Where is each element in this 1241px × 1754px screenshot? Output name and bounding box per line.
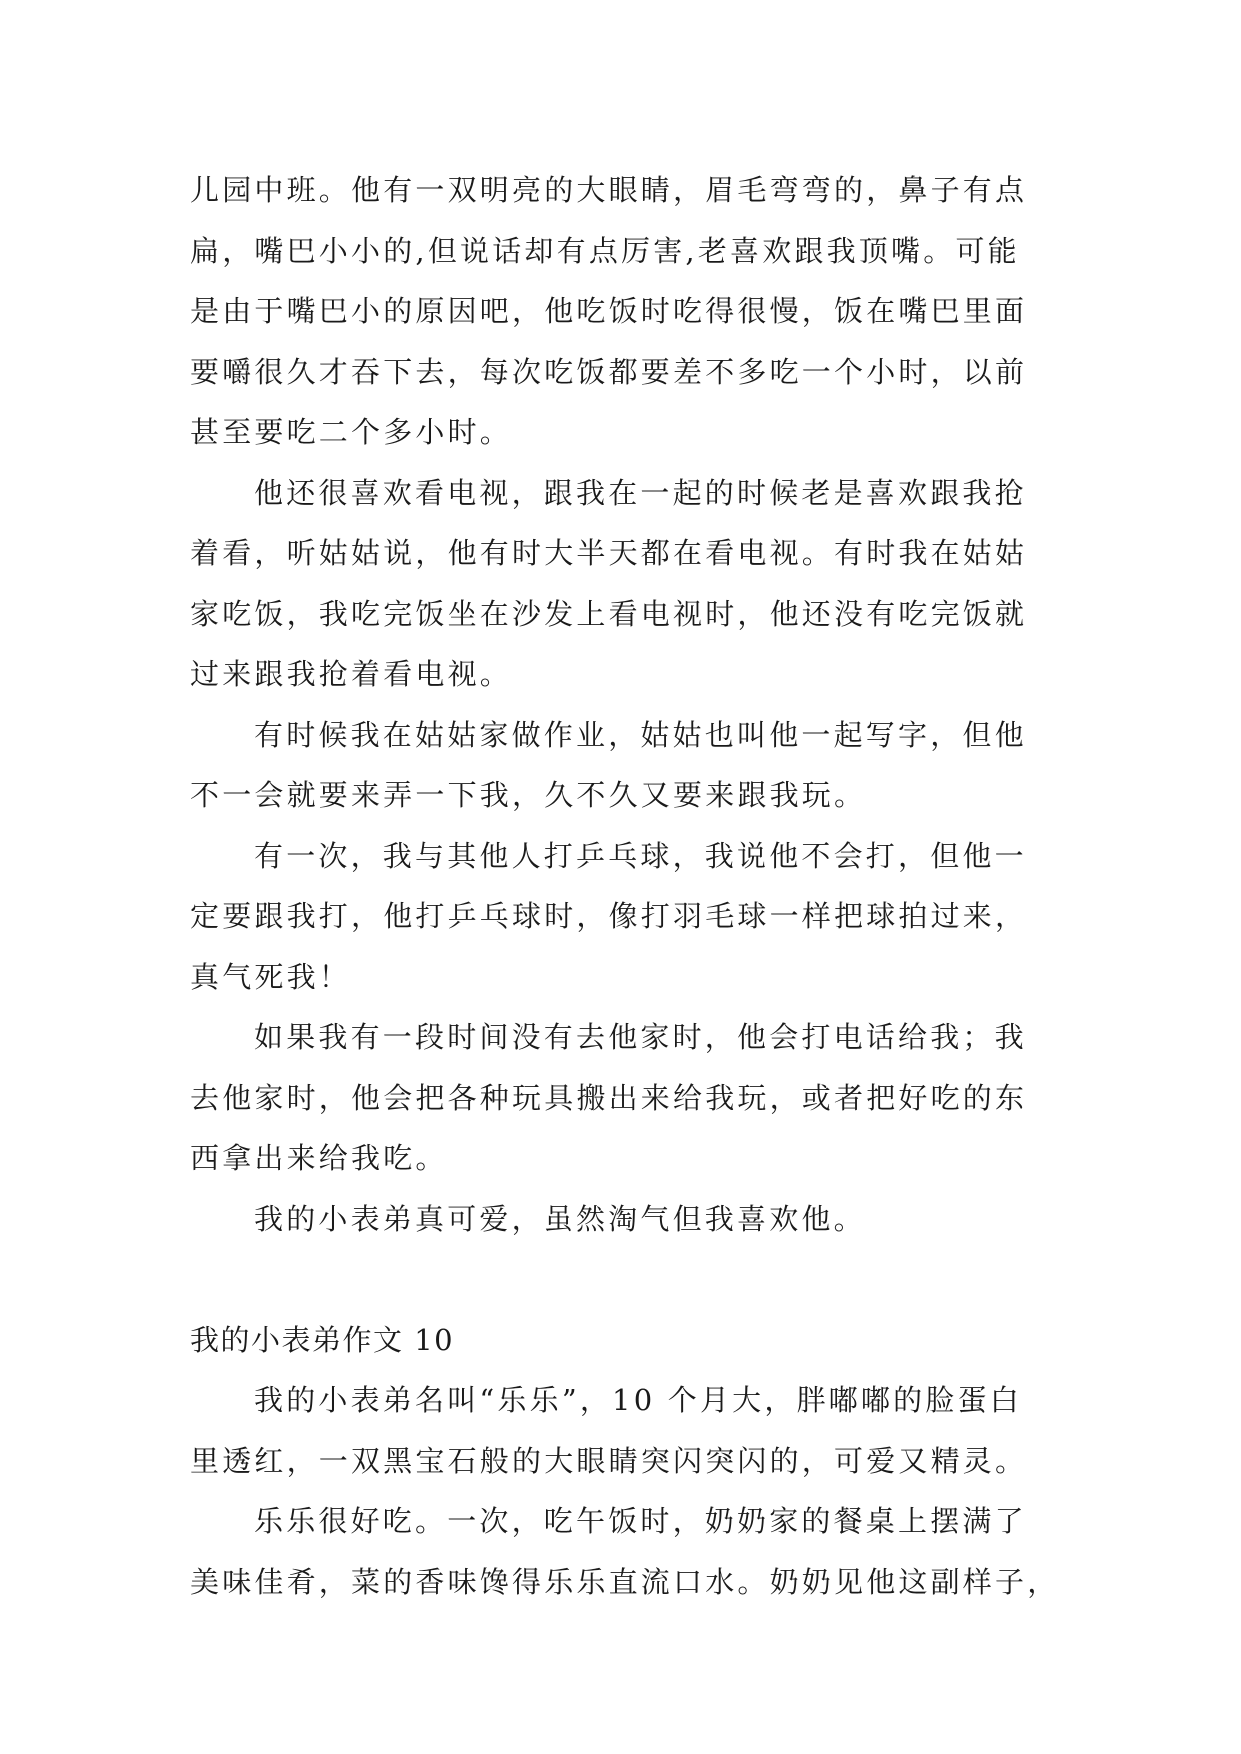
paragraph-first-line: 我的小表弟真可爱，虽然淘气但我喜欢他。 — [254, 1201, 866, 1236]
section-spacer — [190, 1249, 1060, 1310]
text-line: 着看，听姑姑说，他有时大半天都在看电视。有时我在姑姑 — [190, 536, 1028, 570]
text-line: 过来跟我抢着看电视。 — [190, 657, 513, 691]
text-line: 是由于嘴巴小的原因吧，他吃饭时吃得很慢，饭在嘴巴里面 — [190, 294, 1028, 328]
text-line: 扁，嘴巴小小的,但说话却有点厉害,老喜欢跟我顶嘴。可能 — [190, 233, 1020, 268]
text-line: 甚至要吃二个多小时。 — [190, 415, 513, 449]
text-line: 儿园中班。他有一双明亮的大眼睛，眉毛弯弯的，鼻子有点 — [190, 173, 1028, 207]
text-line: 不一会就要来弄一下我，久不久又要来跟我玩。 — [190, 778, 867, 812]
text-line: 家吃饭，我吃完饭坐在沙发上看电视时，他还没有吃完饭就 — [190, 596, 1028, 631]
text-line: 美味佳肴，菜的香味馋得乐乐直流口水。奶奶见他这副样子， — [190, 1564, 1060, 1599]
document-body — [190, 160, 1060, 1612]
paragraph-first-line: 有时候我在姑姑家做作业，姑姑也叫他一起写字，但他 — [254, 717, 1027, 752]
section-heading: 我的小表弟作文 10 — [190, 1322, 455, 1357]
paragraph-first-line: 我的小表弟名叫“乐乐”，10 个月大，胖嘟嘟的脸蛋白 — [254, 1383, 1022, 1417]
paragraph-first-line: 有一次，我与其他人打乒乓球，我说他不会打，但他一 — [254, 838, 1027, 873]
text-line: 里透红，一双黑宝石般的大眼睛突闪突闪的，可爱又精灵。 — [190, 1443, 1028, 1478]
paragraph-first-line: 乐乐很好吃。一次，吃午饭时，奶奶家的餐桌上摆满了 — [254, 1504, 1027, 1538]
text-line: 定要跟我打，他打乒乓球时，像打羽毛球一样把球拍过来， — [190, 899, 1028, 933]
text-line: 去他家时，他会把各种玩具搬出来给我玩，或者把好吃的东 — [190, 1080, 1028, 1115]
text-line: 真气死我！ — [190, 959, 352, 994]
paragraph-first-line: 如果我有一段时间没有去他家时，他会打电话给我；我 — [254, 1020, 1027, 1054]
text-line: 要嚼很久才吞下去，每次吃饭都要差不多吃一个小时，以前 — [190, 354, 1028, 389]
paragraph-first-line: 他还很喜欢看电视，跟我在一起的时候老是喜欢跟我抢 — [254, 475, 1027, 510]
text-line: 西拿出来给我吃。 — [190, 1141, 448, 1175]
